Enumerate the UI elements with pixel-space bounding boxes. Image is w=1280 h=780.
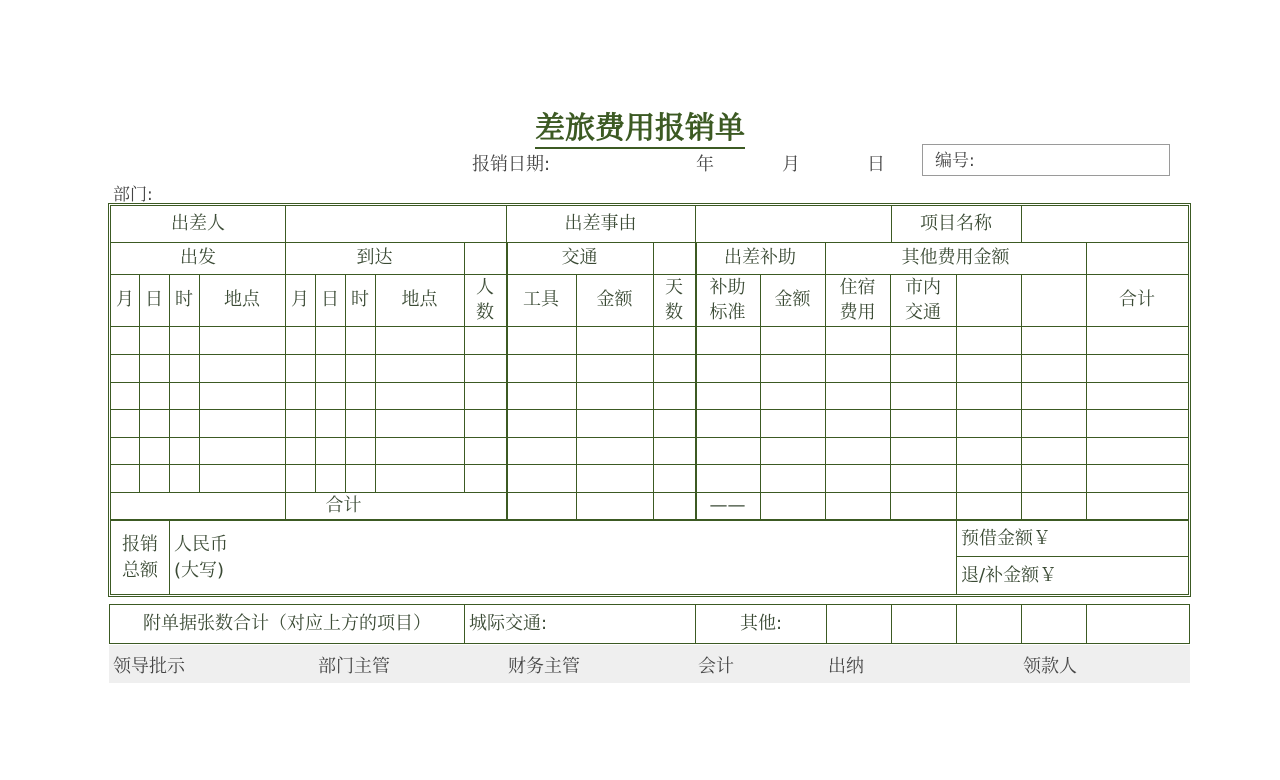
total-header: 合计 bbox=[1119, 289, 1155, 311]
arrive-day-header: 日 bbox=[321, 289, 339, 311]
serial-number-field[interactable]: 编号: bbox=[922, 144, 1170, 176]
payee-label: 领款人 bbox=[1023, 656, 1077, 677]
traveler-label: 出差人 bbox=[171, 213, 225, 235]
reimburse-total-label: 报销 总额 bbox=[122, 534, 158, 581]
depart-hour-header: 时 bbox=[175, 289, 193, 311]
leader-approval-label: 领导批示 bbox=[113, 656, 185, 677]
allowance-header: 出差补助 bbox=[724, 247, 796, 269]
attachments-row bbox=[109, 604, 1190, 644]
intercity-transport-label: 城际交通: bbox=[469, 613, 548, 635]
form-title: 差旅费用报销单 bbox=[0, 103, 1280, 147]
cashier-label: 出纳 bbox=[828, 656, 864, 677]
depart-day-header: 日 bbox=[145, 289, 163, 311]
days-header: 天 数 bbox=[665, 276, 683, 323]
project-label: 项目名称 bbox=[920, 213, 992, 235]
dept-head-label: 部门主管 bbox=[318, 656, 390, 677]
arrive-place-header: 地点 bbox=[401, 289, 438, 311]
sum-label: 合计 bbox=[325, 494, 362, 516]
project-field[interactable] bbox=[1022, 206, 1188, 242]
arrive-hour-header: 时 bbox=[351, 289, 369, 311]
allowance-dash: —— bbox=[709, 494, 746, 516]
other-fees-header: 其他费用金额 bbox=[901, 247, 1010, 269]
reimburse-date-label: 报销日期: bbox=[472, 154, 551, 175]
lodging-header: 住宿 费用 bbox=[839, 276, 876, 323]
depart-month-header: 月 bbox=[116, 289, 134, 311]
day-label: 日 bbox=[867, 154, 885, 175]
finance-head-label: 财务主管 bbox=[508, 656, 580, 677]
allowance-standard-header: 补助 标准 bbox=[709, 276, 746, 323]
traveler-field[interactable] bbox=[286, 206, 506, 242]
depart-place-header: 地点 bbox=[224, 289, 260, 311]
month-label: 月 bbox=[782, 154, 800, 175]
accountant-label: 会计 bbox=[698, 656, 734, 677]
city-transport-header: 市内 交通 bbox=[905, 276, 941, 323]
tool-header: 工具 bbox=[523, 289, 559, 311]
arrive-month-header: 月 bbox=[291, 289, 309, 311]
department-label: 部门: bbox=[113, 185, 153, 205]
depart-header: 出发 bbox=[180, 247, 216, 269]
rmb-uppercase-label: 人民币 (大写) bbox=[174, 534, 228, 581]
reason-label: 出差事由 bbox=[564, 213, 637, 235]
arrive-header: 到达 bbox=[356, 247, 393, 269]
expense-table bbox=[108, 203, 1191, 597]
transport-amount-header: 金额 bbox=[596, 289, 633, 311]
people-header: 人 数 bbox=[476, 276, 494, 323]
other-label: 其他: bbox=[739, 613, 783, 635]
year-label: 年 bbox=[696, 154, 714, 175]
advance-amount-label: 预借金额￥ bbox=[961, 527, 1051, 549]
refund-amount-label: 退/补金额￥ bbox=[961, 564, 1058, 586]
attachments-label: 附单据张数合计（对应上方的项目） bbox=[143, 613, 431, 635]
allowance-amount-header: 金额 bbox=[774, 289, 811, 311]
reason-field[interactable] bbox=[696, 206, 891, 242]
transport-header: 交通 bbox=[561, 247, 598, 269]
